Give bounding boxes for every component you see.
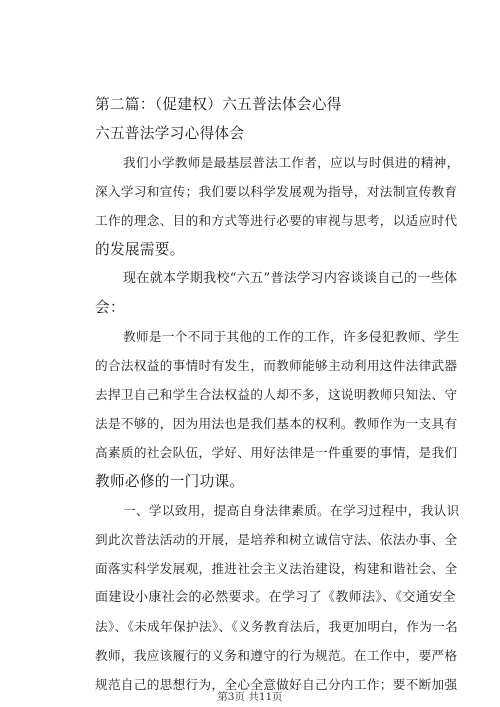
paragraph-line: 会： (95, 299, 125, 316)
paragraph-line: 我们小学教师是最基层普法工作者，应以与时俱进的精神， (123, 155, 460, 170)
paragraph-line: 面落实科学发展观，推进社会主义法治建设，构建和谐社会、全 (95, 561, 458, 576)
paragraph-line: 的合法权益的事情时有发生，而教师能够主动利用这件法律武器 (95, 358, 458, 373)
paragraph-line: 规范自己的思想行为，全心全意做好自己分内工作；要不断加强 (95, 677, 458, 692)
paragraph-line: 到此次普法活动的开展，是培养和树立诚信守法、依法办事、全 (95, 532, 458, 547)
paragraph-line: 深入学习和宣传；我们要以科学发展观为指导，对法制宣传教育 (95, 184, 458, 199)
paragraph-line: 教师必修的一门功课。 (95, 473, 245, 490)
document-title: 第二篇：（促建权）六五普法体会心得 (95, 96, 342, 113)
document-subtitle: 六五普法学习心得体会 (95, 125, 245, 142)
paragraph-line: 现在就本学期我校“六五”普法学习内容谈谈自己的一些体 (123, 271, 458, 286)
paragraph-line: 的发展需要。 (95, 241, 185, 258)
page-number-footer: 第3页 共11页 (217, 691, 283, 703)
paragraph-line: 去捍卫自己和学生合法权益的人却不多，这说明教师只知法、守 (95, 387, 458, 402)
paragraph-line: 高素质的社会队伍，学好、用好法律是一件重要的事情，是我们 (95, 445, 458, 460)
paragraph-line: 一、学以致用，提高自身法律素质。在学习过程中，我认识 (123, 503, 460, 518)
paragraph-line: 法是不够的，因为用法也是我们基本的权利。教师作为一支具有 (95, 416, 458, 431)
paragraph-line: 教师，我应该履行的义务和遵守的行为规范。在工作中，要严格 (95, 648, 458, 663)
paragraph-line: 面建设小康社会的必然要求。在学习了《教师法》、《交通安全 (95, 590, 456, 605)
paragraph-line: 工作的理念、目的和方式等进行必要的审视与思考，以适应时代 (95, 213, 458, 228)
paragraph-line: 教师是一个不同于其他的工作的工作，许多侵犯教师、学生 (123, 329, 460, 344)
paragraph-line: 法》、《未成年保护法》、《义务教育法后，我更加明白，作为一名 (95, 619, 459, 634)
